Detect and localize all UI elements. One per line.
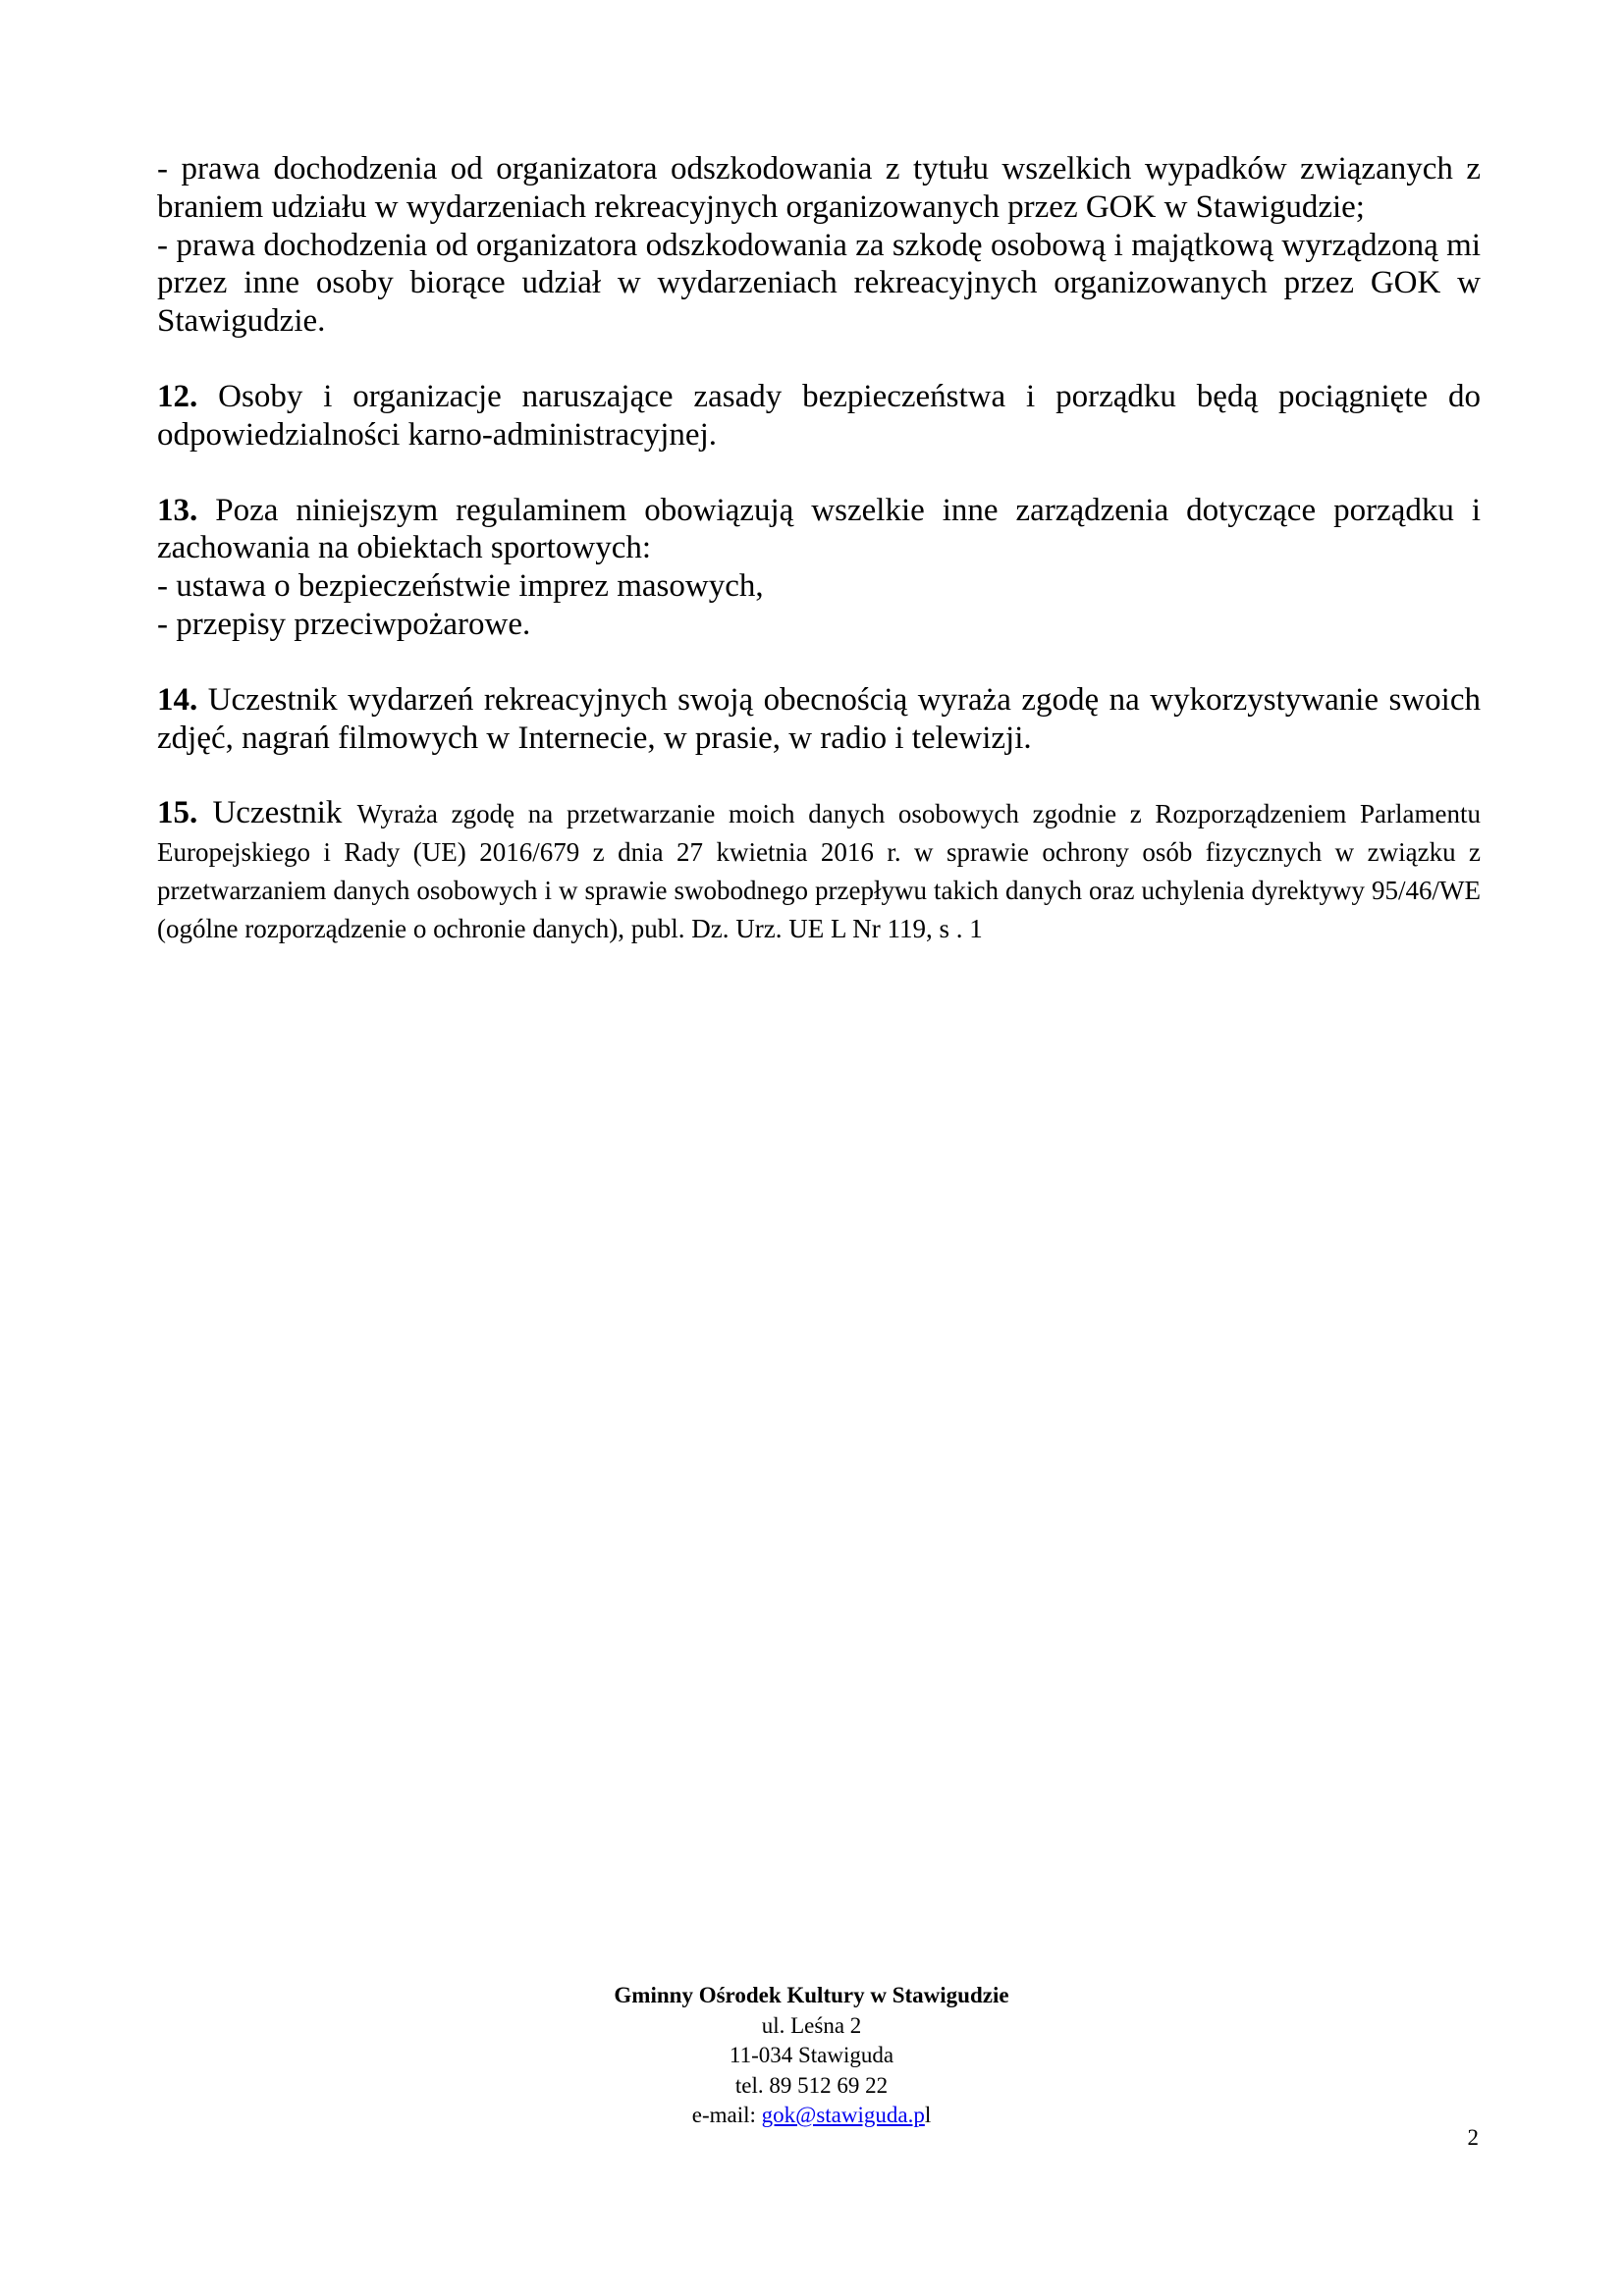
paragraph-15-text: Wyraża zgodę na przetwarzanie moich danych osobowych zgodnie z Rozporządzeniem Parlamentu Europejskiego i Rady (UE) 2016/679 z dnia 27 kwietnia 2016 r. w sprawie ochrony osób fizycznych w związku z przetwarzaniem danych osobowych i w sprawie swobodnego przepływu takich danych oraz uchylenia dyrektywy 95/46/WE (ogólne rozporządzenie o ochronie danych), publ. Dz. Urz. UE L Nr 119, s . 1 <box>157 799 1481 943</box>
footer-organization: Gminny Ośrodek Kultury w Stawigudzie <box>614 1983 1009 2007</box>
paragraph-13-number: 13. <box>157 492 198 528</box>
footer-email-tail: l <box>924 2103 932 2127</box>
footer-email-label: e-mail: <box>691 2103 762 2127</box>
paragraph-12-text: Osoby i organizacje naruszające zasady bezpieczeństwa i porządku będą pociągnięte do odpowiedzialności karno-administracyjnej. <box>157 378 1481 453</box>
footer-postal: 11-034 Stawiguda <box>729 2043 894 2067</box>
paragraph-14-number: 14. <box>157 681 198 718</box>
paragraph-14 <box>157 681 1481 758</box>
paragraph-13-item-mass-events: - ustawa o bezpieczeństwie imprez masowych, <box>157 568 764 605</box>
footer-phone: tel. 89 512 69 22 <box>734 2072 889 2098</box>
paragraph-14-text: Uczestnik wydarzeń rekreacyjnych swoją obecnością wyraża zgodę na wykorzystywanie swoich zdjęć, nagrań filmowych w Internecie, w prasie, w radio i telewizji. <box>157 681 1481 756</box>
paragraph-13 <box>157 492 1481 644</box>
page-number: 2 <box>1467 2125 1479 2150</box>
waiver-item-damages: - prawa dochodzenia od organizatora odszkodowania za szkodę osobową i majątkową wyrządzoną mi przez inne osoby biorące udział w wydarzeniach rekreacyjnych organizowanych przez GOK w Stawigudzie. <box>157 227 1481 340</box>
page-footer <box>0 1981 1623 2131</box>
footer-email <box>0 2101 1623 2131</box>
paragraph-13-text: Poza niniejszym regulaminem obowiązują wszelkie inne zarządzenia dotyczące porządku i zachowania na obiektach sportowych: <box>157 492 1481 566</box>
paragraph-15 <box>157 794 1481 946</box>
paragraph-13-item-fire-safety: - przepisy przeciwpożarowe. <box>157 606 531 642</box>
document-body <box>157 150 1481 985</box>
paragraph-15-lead: Uczestnik <box>197 795 357 831</box>
paragraph-12-number: 12. <box>157 378 198 414</box>
paragraph-15-number: 15. <box>157 795 198 831</box>
waiver-item-accidents: - prawa dochodzenia od organizatora odszkodowania z tytułu wszelkich wypadków związanych z braniem udziału w wydarzeniach rekreacyjnych organizowanych przez GOK w Stawigudzie; <box>157 151 1481 225</box>
paragraph-12 <box>157 378 1481 454</box>
paragraph-waiver <box>157 150 1481 341</box>
footer-email-link[interactable]: gok@stawiguda.p <box>761 2103 925 2127</box>
footer-street: ul. Leśna 2 <box>761 2012 862 2038</box>
